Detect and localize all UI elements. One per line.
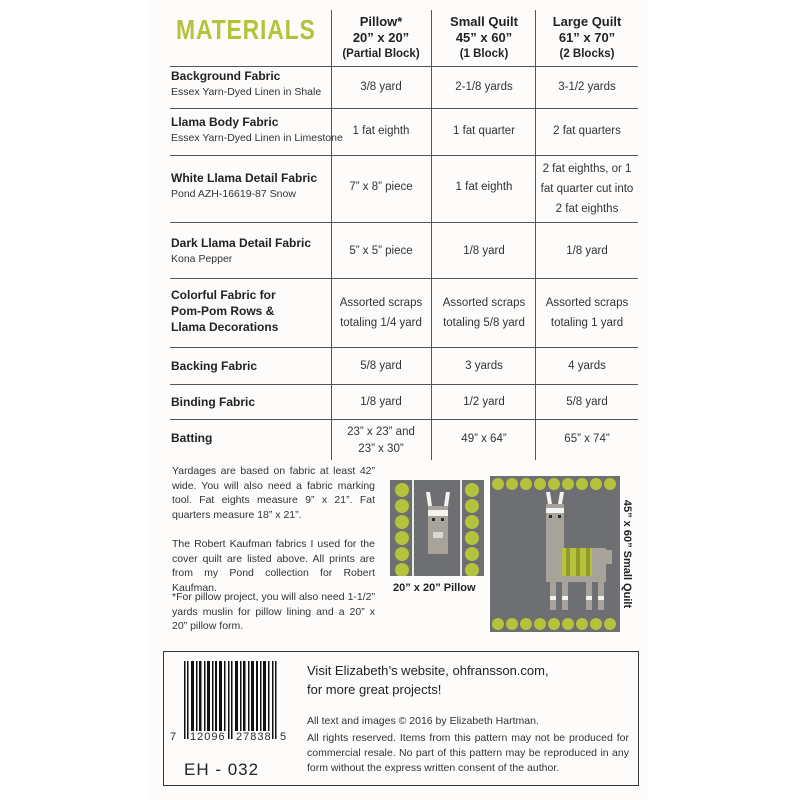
note-pillow: *For pillow project, you will also need 1-1/2” yards muslin for pillow lining and a 20” x 20” pillow form. [172,591,375,632]
row-name: Batting [171,431,213,445]
quilt-caption: 45” x 60” Small Quilt [621,499,633,609]
row-label-dark-llama [171,235,311,267]
table-cell: Assorted scraps totaling 1 yard [545,297,629,329]
table-cell: 2 fat quarters [553,125,621,137]
table-cell: 1/2 yard [463,396,505,408]
barcode-digit: 5 [280,731,287,743]
row-label-white-llama [171,170,317,202]
table-cell: Assorted scraps totaling 1/4 yard [339,297,423,329]
row-label-batting [171,430,212,446]
visit-line: for more great projects! [307,682,442,697]
table-divider [170,278,638,279]
table-cell: 5/8 yard [566,396,608,408]
table-cell: 49” x 64” [461,433,507,445]
materials-title: MATERIALS [176,14,316,45]
row-desc: Essex Yarn-Dyed Linen in Shale [171,86,322,98]
table-divider [170,419,638,420]
table-cell: 1 fat quarter [452,125,515,137]
col-name: Large Quilt [552,14,622,29]
col-size: 45” x 60” [455,30,513,45]
row-label-binding [171,394,255,410]
col-name: Small Quilt [450,14,518,29]
col-header-large-quilt [536,14,638,62]
note-yardage: Yardages are based on fabric at least 42” wide. You will also need a fabric marking tool. Fat eights measure 9” x 21”. Fat quarters measure 18” x 21”. [172,465,375,521]
visit-line: Visit Elizabeth’s website, ohfransson.com, [307,663,549,678]
row-name: Colorful Fabric for Pom-Pom Rows & Llama Decorations [171,288,279,334]
col-size: 61” x 70” [558,30,616,45]
table-cell: 1/8 yard [463,245,505,257]
table-divider [170,222,638,223]
col-blocks: (Partial Block) [342,48,420,60]
table-cell: 7” x 8” piece [349,181,413,193]
row-label-backing [171,358,257,374]
table-cell: Assorted scraps totaling 5/8 yard [442,297,526,329]
row-label-background [171,68,321,100]
row-name: Background Fabric [171,69,281,83]
rights-text: All rights reserved. Items from this pattern may not be produced for commercial resale. No part of this pattern may be reproduced in any form without the express written consent of the author. [307,732,629,774]
table-cell: 3 yards [465,360,503,372]
pillow-illustration [390,480,484,576]
table-cell: 23” x 23” and 23” x 30” [347,426,415,455]
table-divider [170,108,638,109]
row-desc: Pond AZH-16619-87 Snow [171,188,296,200]
row-name: Llama Body Fabric [171,115,279,129]
table-cell: 2 fat eighths, or 1 fat quarter cut into 2 fat eighths [540,163,634,215]
small-quilt-illustration [490,476,620,632]
col-size: 20” x 20” [352,30,410,45]
table-cell: 3-1/2 yards [558,81,616,93]
barcode-digit: 12096 [190,731,226,743]
sku-code: EH - 032 [184,760,260,779]
barcode-digit: 7 [170,731,177,743]
legal-text [307,714,629,776]
table-divider [170,384,638,385]
row-label-colorful [171,287,281,335]
row-name: Dark Llama Detail Fabric [171,236,312,250]
visit-text [307,661,549,699]
col-blocks: (2 Blocks) [559,48,615,60]
table-cell: 1/8 yard [566,245,608,257]
row-label-llama-body [171,114,343,146]
table-cell: 3/8 yard [360,81,402,93]
row-name: White Llama Detail Fabric [171,171,318,185]
barcode-digit: 27838 [236,731,272,743]
table-cell: 1 fat eighth [455,181,513,193]
table-divider [170,66,638,67]
table-cell: 1 fat eighth [352,125,410,137]
table-cell: 5” x 5” piece [349,245,413,257]
col-header-pillow [332,14,430,62]
pillow-caption: 20” x 20” Pillow [393,582,476,594]
table-cell: 2-1/8 yards [455,81,513,93]
table-cell: 4 yards [568,360,606,372]
row-desc: Essex Yarn-Dyed Linen in Limestone [171,132,343,144]
row-desc: Kona Pepper [171,253,233,265]
col-blocks: (1 Block) [459,48,509,60]
col-header-small-quilt [432,14,536,62]
col-name: Pillow* [359,14,403,29]
note-fabrics: The Robert Kaufman fabrics I used for the cover quilt are listed above. All prints are from my Pond collection for Robert Kaufman. [172,538,375,594]
table-divider [170,347,638,348]
table-cell: 65” x 74” [564,433,610,445]
quilt-caption-wrap [617,478,631,634]
table-cell: 5/8 yard [360,360,402,372]
table-cell: 1/8 yard [360,396,402,408]
row-name: Binding Fabric [171,395,255,409]
table-divider [170,155,638,156]
copyright-line: All text and images © 2016 by Elizabeth Hartman. [307,715,539,727]
row-name: Backing Fabric [171,359,258,373]
